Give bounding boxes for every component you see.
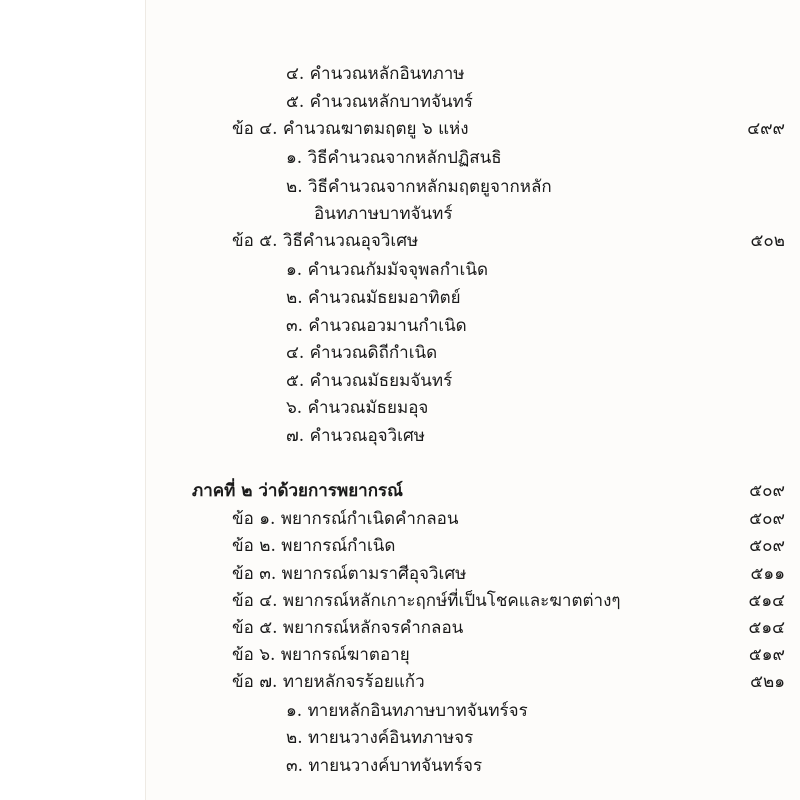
toc-page-number: ๕๐๙ [749,509,785,529]
toc-page-number: ๕๑๔ [748,618,785,638]
toc-entry: ข้อ ๓. พยากรณ์ตามราศีอุจวิเศษ [232,564,467,584]
toc-subentry: ๒. วิธีคำนวณจากหลักมฤตยูจากหลัก [286,177,552,197]
toc-page-number: ๕๑๙ [748,645,785,665]
toc-page-number: ๕๐๒ [750,231,785,251]
toc-page-number: ๕๐๙ [749,536,785,556]
toc-entry: ข้อ ๑. พยากรณ์กำเนิดคำกลอน [232,509,459,529]
toc-subentry: ๒. ทายนวางค์อินทภาษจร [286,728,474,748]
toc-page-number: ๕๐๙ [749,481,785,501]
toc-entry: ข้อ ๖. พยากรณ์ฆาตอายุ [232,645,410,665]
toc-entry: ข้อ ๕. วิธีคำนวณอุจวิเศษ [232,231,419,251]
toc-subentry: ๓. ทายนวางค์บาทจันทร์จร [286,756,483,776]
toc-subentry-continued: อินทภาษบาทจันทร์ [314,204,453,224]
toc-subentry: ๔. คำนวณหลักอินทภาษ [286,64,465,84]
toc-subentry: ๒. คำนวณมัธยมอาทิตย์ [286,288,461,308]
toc-part-heading: ภาคที่ ๒ ว่าด้วยการพยากรณ์ [192,481,403,501]
toc-subentry: ๗. คำนวณอุจวิเศษ [286,426,425,446]
toc-page-number: ๕๑๔ [748,591,785,611]
toc-entry: ข้อ ๔. คำนวณฆาตมฤตยู ๖ แห่ง [232,119,469,139]
toc-subentry: ๑. คำนวณกัมมัจจุพลกำเนิด [286,260,489,280]
toc-subentry: ๓. คำนวณอวมานกำเนิด [286,316,467,336]
toc-subentry: ๔. คำนวณดิถีกำเนิด [286,343,438,363]
toc-page-number: ๕๑๑ [750,564,785,584]
toc-entry: ข้อ ๔. พยากรณ์หลักเกาะฤกษ์ที่เป็นโชคและฆาตต่างๆ [232,591,621,611]
toc-entry: ข้อ ๒. พยากรณ์กำเนิด [232,536,396,556]
toc-page-number: ๕๒๑ [750,672,785,692]
toc-subentry: ๑. วิธีคำนวณจากหลักปฏิสนธิ [286,148,502,168]
toc-entry: ข้อ ๗. ทายหลักจรร้อยแก้ว [232,672,425,692]
toc-subentry: ๕. คำนวณหลักบาทจันทร์ [286,92,473,112]
book-page [145,0,800,800]
toc-subentry: ๕. คำนวณมัธยมจันทร์ [286,371,453,391]
toc-page-number: ๔๙๙ [747,119,785,139]
toc-entry: ข้อ ๕. พยากรณ์หลักจรคำกลอน [232,618,464,638]
toc-subentry: ๑. ทายหลักอินทภาษบาทจันทร์จร [286,701,528,721]
toc-subentry: ๖. คำนวณมัธยมอุจ [286,398,429,418]
